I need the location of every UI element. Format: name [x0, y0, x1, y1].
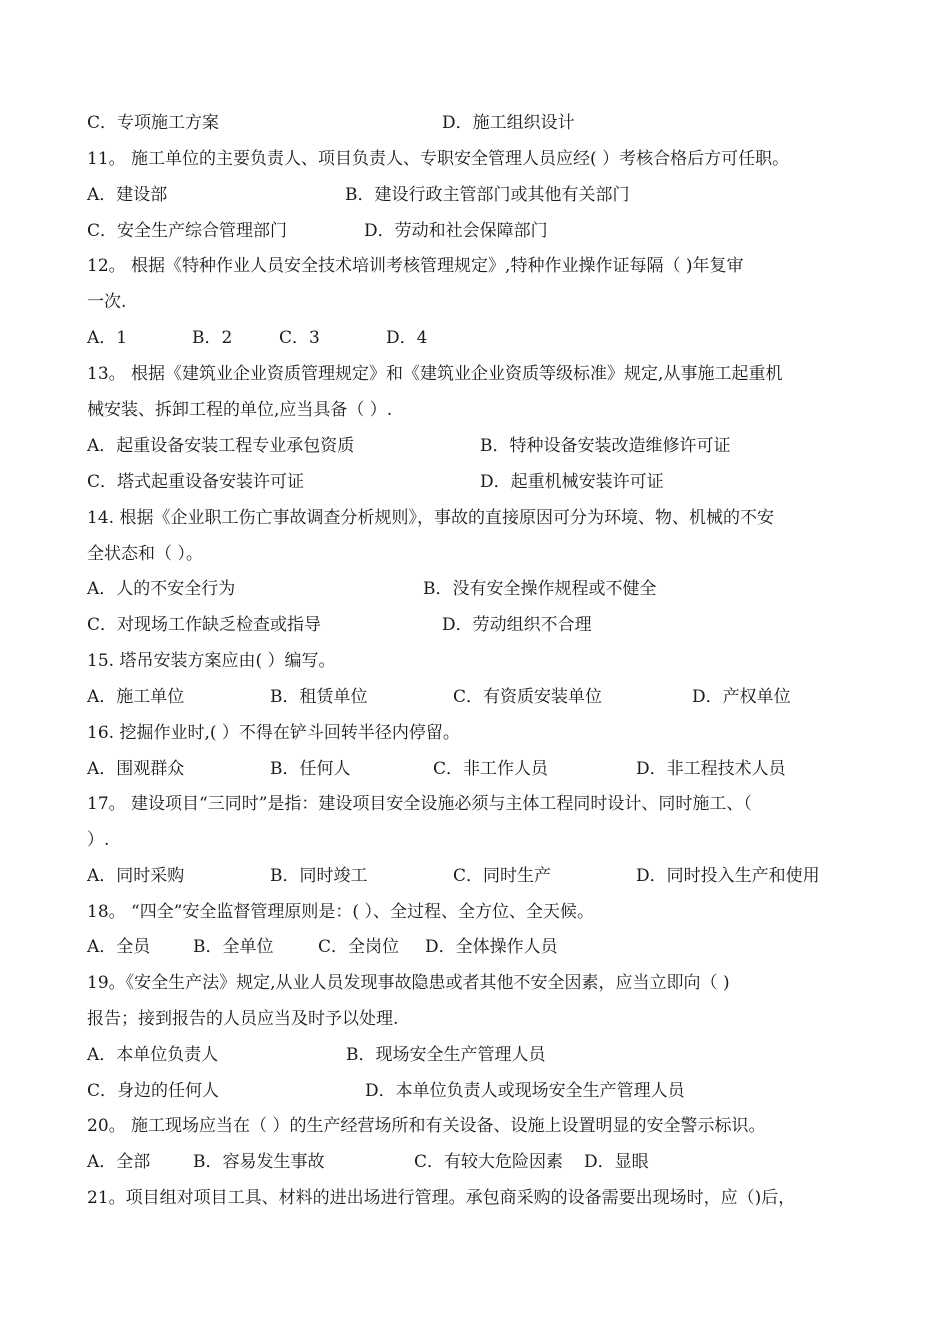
- option-d: D．劳动和社会保障部门: [364, 221, 548, 241]
- text-line: [0, 539, 950, 569]
- question-12: [0, 251, 950, 281]
- question-17: [0, 789, 950, 819]
- option-a: A．起重设备安装工程专业承包资质: [87, 436, 355, 456]
- question-text: 21。项目组对项目工具、材料的进出场进行管理。承包商采购的设备需要出现场时，应（)后，: [87, 1188, 796, 1208]
- option-b: B．容易发生事故: [193, 1152, 325, 1172]
- question-text-cont: ）.: [87, 830, 110, 850]
- option-c: C．身边的任何人: [87, 1081, 220, 1101]
- question-text: 19。《安全生产法》规定,从业人员发现事故隐患或者其他不安全因素，应当立即向（ ): [87, 973, 730, 993]
- option-d: D．全体操作人员: [425, 937, 558, 957]
- option-c: C．塔式起重设备安装许可证: [87, 472, 305, 492]
- option-d: D．产权单位: [692, 687, 791, 707]
- question-text: 15. 塔吊安装方案应由( ）编写。: [87, 651, 336, 671]
- option-b: B．特种设备安装改造维修许可证: [480, 436, 731, 456]
- text-line: [0, 1147, 950, 1177]
- text-line: [0, 825, 950, 855]
- text-line: [0, 1004, 950, 1034]
- question-text: 12。 根据《特种作业人员安全技术培训考核管理规定》,特种作业操作证每隔（ )年复审: [87, 256, 744, 276]
- option-c: C．全岗位: [318, 937, 400, 957]
- text-line: [0, 467, 950, 497]
- question-text: 13。 根据《建筑业企业资质管理规定》和《建筑业企业资质等级标准》规定,从事施工起重机: [87, 364, 783, 384]
- option-b: B．任何人: [270, 759, 351, 779]
- option-c: C．同时生产: [453, 866, 552, 886]
- question-text: 14. 根据《企业职工伤亡事故调查分析规则》，事故的直接原因可分为环境、物、机械的不安: [87, 508, 774, 528]
- question-text-cont: 械安装、拆卸工程的单位,应当具备（ ）.: [87, 400, 393, 420]
- option-b: B．全单位: [193, 937, 274, 957]
- option-c: C．安全生产综合管理部门: [87, 221, 288, 241]
- text-line: [0, 180, 950, 210]
- option-d: D．本单位负责人或现场安全生产管理人员: [365, 1081, 685, 1101]
- question-text: 20。 施工现场应当在（ ）的生产经营场所和有关设备、设施上设置明显的安全警示标识。: [87, 1116, 766, 1136]
- question-15: [0, 646, 950, 676]
- option-b: B．没有安全操作规程或不健全: [423, 579, 657, 599]
- option-a: A．全部: [87, 1152, 151, 1172]
- option-d: D．同时投入生产和使用: [636, 866, 820, 886]
- text-line: [0, 1040, 950, 1070]
- text-line: [0, 395, 950, 425]
- option-a: A．全员: [87, 937, 151, 957]
- option-c: C．3: [279, 328, 320, 348]
- option-d: D．起重机械安装许可证: [480, 472, 664, 492]
- text-line: [0, 1076, 950, 1106]
- option-a: A．本单位负责人: [87, 1045, 219, 1065]
- question-13: [0, 359, 950, 389]
- question-text-cont: 全状态和（ ）。: [87, 544, 203, 564]
- question-16: [0, 718, 950, 748]
- text-line: [0, 287, 950, 317]
- option-b: B．同时竣工: [270, 866, 368, 886]
- question-text-cont: 报告；接到报告的人员应当及时予以处理.: [87, 1009, 399, 1029]
- question-text: 18。 “四全”安全监督管理原则是：( ）、全过程、全方位、全天候。: [87, 902, 594, 922]
- option-d: D．非工程技术人员: [636, 759, 786, 779]
- option-a: A．围观群众: [87, 759, 185, 779]
- option-d: D．显眼: [584, 1152, 649, 1172]
- text-line: [0, 431, 950, 461]
- question-text: 11。 施工单位的主要负责人、项目负责人、专职安全管理人员应经( ）考核合格后方可任职。: [87, 149, 790, 169]
- question-18: [0, 897, 950, 927]
- option-a: A．建设部: [87, 185, 168, 205]
- text-line: [0, 861, 950, 891]
- option-a: A．1: [87, 328, 128, 348]
- question-20: [0, 1111, 950, 1141]
- option-b: B．现场安全生产管理人员: [346, 1045, 546, 1065]
- option-d: D．施工组织设计: [442, 113, 575, 133]
- option-d: D．劳动组织不合理: [442, 615, 592, 635]
- option-c: C．对现场工作缺乏检查或指导: [87, 615, 322, 635]
- text-line: [0, 932, 950, 962]
- text-line: [0, 574, 950, 604]
- question-text: 17。 建设项目“三同时”是指：建设项目安全设施必须与主体工程同时设计、同时施工、（: [87, 794, 752, 814]
- text-line: [0, 216, 950, 246]
- question-21: [0, 1183, 950, 1213]
- option-c: C．非工作人员: [433, 759, 549, 779]
- question-14: [0, 503, 950, 533]
- option-c: C．有较大危险因素: [414, 1152, 564, 1172]
- option-a: A．同时采购: [87, 866, 185, 886]
- option-b: B．租赁单位: [270, 687, 368, 707]
- option-d: D．4: [386, 328, 428, 348]
- question-text-cont: 一次.: [87, 292, 127, 312]
- question-19: [0, 968, 950, 998]
- option-b: B．2: [192, 328, 233, 348]
- question-text: 16. 挖掘作业时,( ）不得在铲斗回转半径内停留。: [87, 723, 460, 743]
- option-c: C．有资质安装单位: [453, 687, 603, 707]
- text-line: [0, 610, 950, 640]
- text-line: [0, 682, 950, 712]
- option-a: A．施工单位: [87, 687, 185, 707]
- text-line: [0, 323, 950, 353]
- option-b: B．建设行政主管部门或其他有关部门: [345, 185, 630, 205]
- option-a: A．人的不安全行为: [87, 579, 236, 599]
- text-line: [0, 108, 950, 138]
- option-c: C．专项施工方案: [87, 113, 220, 133]
- question-11: [0, 144, 950, 174]
- text-line: [0, 754, 950, 784]
